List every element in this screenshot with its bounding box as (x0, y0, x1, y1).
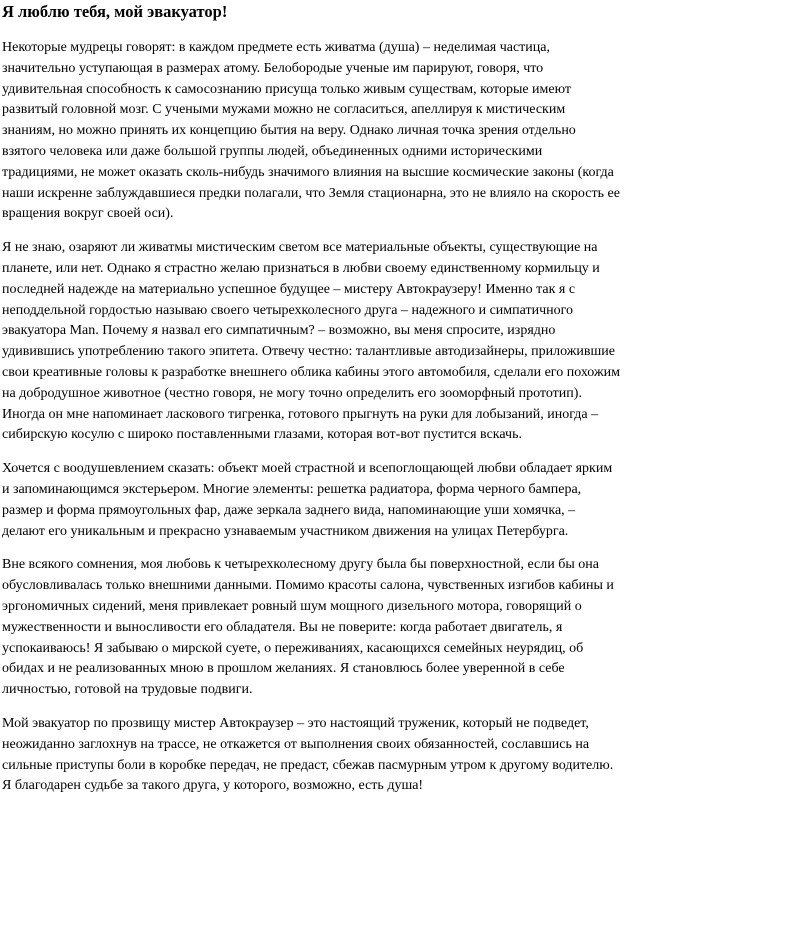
article-paragraph-2: Я не знаю, озаряют ли живатмы мистическим светом все материальные объекты, существующие на планете, или нет. Однако я страстно желаю признаться в любви своему единственному кормильцу и последней надежде на материально успешное будущее – мистеру Автокраузеру! Именно так я с неподдельной гордостью называю своего четырехколесного друга – надежного и симпатичного эвакуатора Man. Почему я назвал его симпатичным? – возможно, вы меня спросите, изрядно удивившись употреблению такого эпитета. Отвечу честно: талантливые автодизайнеры, приложившие свои креативные головы к разработке внешнего облика кабины этого автомобиля, сделали его похожим на добродушное животное (честно говоря, не могу точно определить его зооморфный прототип). Иногда он мне напоминает ласкового тигренка, готового прыгнуть на руки для лобызаний, иногда – сибирскую косулю с широко поставленными глазами, которая вот-вот пустится вскачь. (2, 240, 620, 443)
article-paragraph-4: Вне всякого сомнения, моя любовь к четырехколесному другу была бы поверхностной, если бы она обусловливалась только внешними данными. Помимо красоты салона, чувственных изгибов кабины и эргономичных сидений, меня привлекает ровный шум мощного дизельного мотора, говорящий о мужественности и выносливости его обладателя. Вы не поверите: когда работает двигатель, я успокаиваюсь! Я забываю о мирской суете, о переживаниях, касающихся семейных неурядиц, об обидах и не реализованных мною в прошлом желаниях. Я становлюсь более уверенной в себе личностью, готовой на трудовые подвиги. (2, 557, 614, 698)
article-paragraph-1: Некоторые мудрецы говорят: в каждом предмете есть живатма (душа) – неделимая частица, значительно уступающая в размерах атому. Белобородые ученые им парируют, говоря, что удивительная способность к самосознанию присуща только живым существам, которые имеют развитый головной мозг. С учеными мужами можно не согласиться, апеллируя к мистическим знаниям, но можно принять их концепцию бытия на веру. Однако личная точка зрения отдельно взятого человека или даже большой группы людей, объединенных одними историческими традициями, не может оказать сколь-нибудь значимого влияния на высшие космические законы (когда наши искренне заблуждавшиеся предки полагали, что Земля стационарна, это не влияло на скорость ее вращения вокруг своей оси). (2, 40, 620, 222)
article-paragraph-5: Мой эвакуатор по прозвищу мистер Автокраузер – это настоящий труженик, который не подведет, неожиданно заглохнув на трассе, не откажется от выполнения своих обязанностей, сославшись на сильные приступы боли в коробке передач, не предаст, сбежав пасмурным утром к другому водителю. Я благодарен судьбе за такого друга, у которого, возможно, есть душа! (2, 715, 614, 794)
article-title: Я люблю тебя, мой эвакуатор! (2, 2, 228, 21)
article-paragraph-3: Хочется с воодушевлением сказать: объект моей страстной и всепоглощающей любви обладает ярким и запоминающимся экстерьером. Многие элементы: решетка радиатора, форма черного бампера, размер и форма прямоугольных фар, даже зеркала заднего вида, напоминающие уши хомячка, – делают его уникальным и прекрасно узнаваемым участником движения на улицах Петербурга. (2, 461, 613, 539)
